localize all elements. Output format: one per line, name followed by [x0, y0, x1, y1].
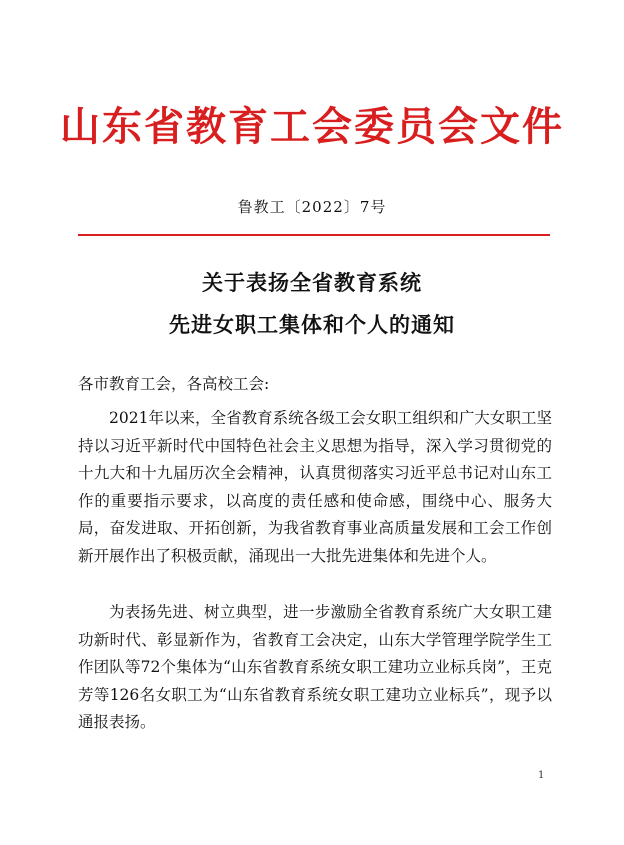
salutation: 各市教育工会，各高校工会:	[78, 375, 270, 393]
body-paragraph-1: 2021年以来，全省教育系统各级工会女职工组织和广大女职工坚持以习近平新时代中国特色社会主义思想为指导，深入学习贯彻党的十九大和十九届历次全会精神，认真贯彻落实习近平总书记对山东工作的重要指示要求，以高度的责任感和使命感，围绕中心、服务大局，奋发进取、开拓创新，为我省教育事业高质量发展和工会工作创新开展作出了积极贡献，涌现出一大批先进集体和先进个人。	[78, 409, 552, 565]
document-number: 鲁教工〔2022〕7号	[237, 198, 387, 216]
page-number: 1	[538, 770, 545, 781]
notice-title-line-1: 关于表扬全省教育系统	[202, 270, 422, 295]
red-separator-line	[78, 234, 550, 236]
body-paragraph-2: 为表扬先进、树立典型，进一步激励全省教育系统广大女职工建功新时代、彰显新作为，省教育工会决定，山东大学管理学院学生工作团队等72个集体为“山东省教育系统女职工建功立业标兵岗”，王克芳等126名女职工为“山东省教育系统女职工建功立业标兵”，现予以通报表扬。	[78, 603, 552, 732]
issuing-organization-title: 山东省教育工会委员会文件	[60, 103, 564, 150]
notice-title-line-2: 先进女职工集体和个人的通知	[169, 312, 455, 337]
